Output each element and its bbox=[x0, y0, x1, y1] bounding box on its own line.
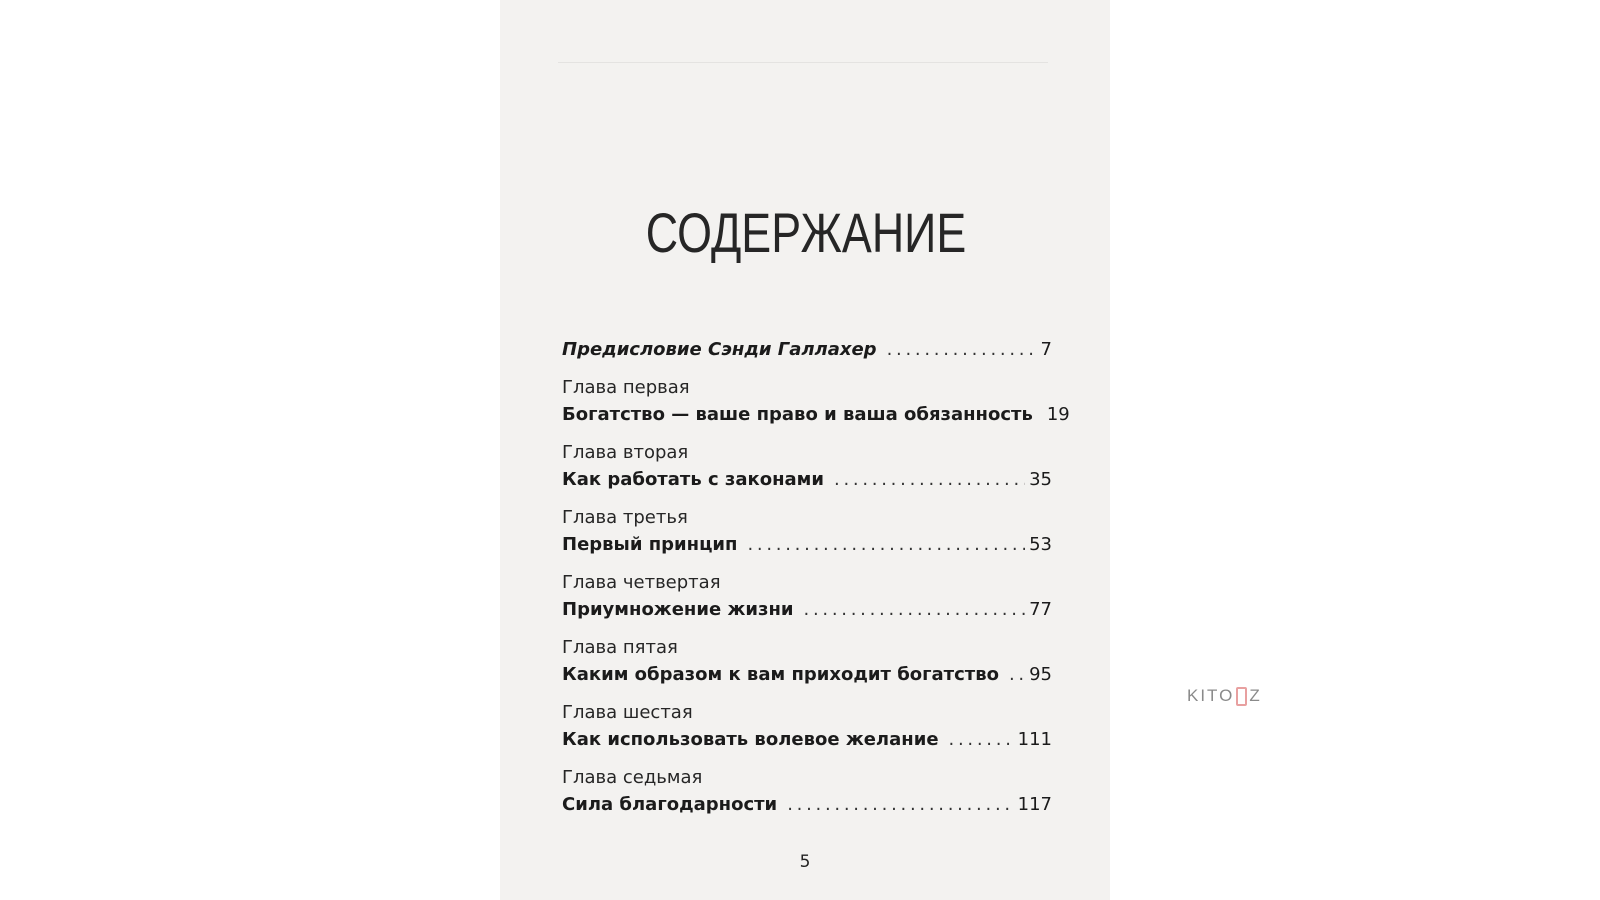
dot-leader bbox=[949, 726, 1014, 754]
toc-entry bbox=[562, 726, 1052, 754]
toc-entry bbox=[562, 401, 1070, 429]
toc-chapter-3 bbox=[562, 504, 1052, 559]
toc-chapter-5 bbox=[562, 634, 1052, 689]
show-through-rule bbox=[558, 62, 1048, 63]
chapter-label: Глава вторая bbox=[562, 442, 689, 463]
chapter-label: Глава третья bbox=[562, 507, 688, 528]
toc-entry bbox=[562, 466, 1052, 494]
toc-chapter-7 bbox=[562, 764, 1052, 819]
watermark-logo bbox=[1187, 686, 1262, 706]
toc-chapter-6 bbox=[562, 699, 1052, 754]
watermark-text-left: KITO bbox=[1187, 686, 1235, 705]
chapter-label: Глава первая bbox=[562, 377, 690, 398]
toc-entry-title: Предисловие Сэнди Галлахер bbox=[562, 339, 877, 360]
toc-entry-page: 95 bbox=[1029, 664, 1052, 685]
table-of-contents bbox=[562, 336, 1070, 829]
toc-chapter-2 bbox=[562, 439, 1052, 494]
toc-chapter-4 bbox=[562, 569, 1052, 624]
watermark-mark-icon bbox=[1236, 687, 1247, 706]
chapter-label: Глава пятая bbox=[562, 637, 678, 658]
toc-entry-page: 7 bbox=[1040, 339, 1052, 360]
toc-entry-page: 35 bbox=[1029, 469, 1052, 490]
toc-entry-page: 111 bbox=[1017, 729, 1052, 750]
book-page bbox=[500, 0, 1110, 900]
chapter-label: Глава седьмая bbox=[562, 767, 703, 788]
toc-entry bbox=[562, 661, 1052, 689]
dot-leader bbox=[787, 791, 1013, 819]
toc-chapter-1 bbox=[562, 374, 1070, 429]
toc-entry-page: 77 bbox=[1029, 599, 1052, 620]
toc-entry-title: Первый принцип bbox=[562, 534, 738, 555]
chapter-label: Глава шестая bbox=[562, 702, 693, 723]
toc-entry-title: Приумножение жизни bbox=[562, 599, 794, 620]
watermark-text-right: Z bbox=[1249, 686, 1262, 705]
toc-entry-title: Как использовать волевое желание bbox=[562, 729, 939, 750]
dot-leader bbox=[747, 531, 1025, 559]
dot-leader bbox=[804, 596, 1026, 624]
toc-entry-page: 19 bbox=[1046, 404, 1070, 425]
dot-leader bbox=[887, 336, 1037, 364]
toc-entry bbox=[562, 531, 1052, 559]
toc-entry bbox=[562, 596, 1052, 624]
toc-entry bbox=[562, 791, 1052, 819]
toc-entry-title: Каким образом к вам приходит богатство bbox=[562, 664, 999, 685]
dot-leader bbox=[1009, 661, 1025, 689]
toc-heading: СОДЕРЖАНИЕ bbox=[645, 201, 967, 264]
toc-entry-title: Сила благодарности bbox=[562, 794, 778, 815]
toc-entry-title: Как работать с законами bbox=[562, 469, 825, 490]
page-number: 5 bbox=[799, 852, 811, 872]
dot-leader bbox=[834, 466, 1025, 494]
toc-entry-page: 117 bbox=[1017, 794, 1052, 815]
toc-entry-title: Богатство — ваше право и ваша обязанность bbox=[562, 404, 1033, 425]
toc-entry-page: 53 bbox=[1029, 534, 1052, 555]
chapter-label: Глава четвертая bbox=[562, 572, 721, 593]
toc-entry-preface bbox=[562, 336, 1052, 364]
